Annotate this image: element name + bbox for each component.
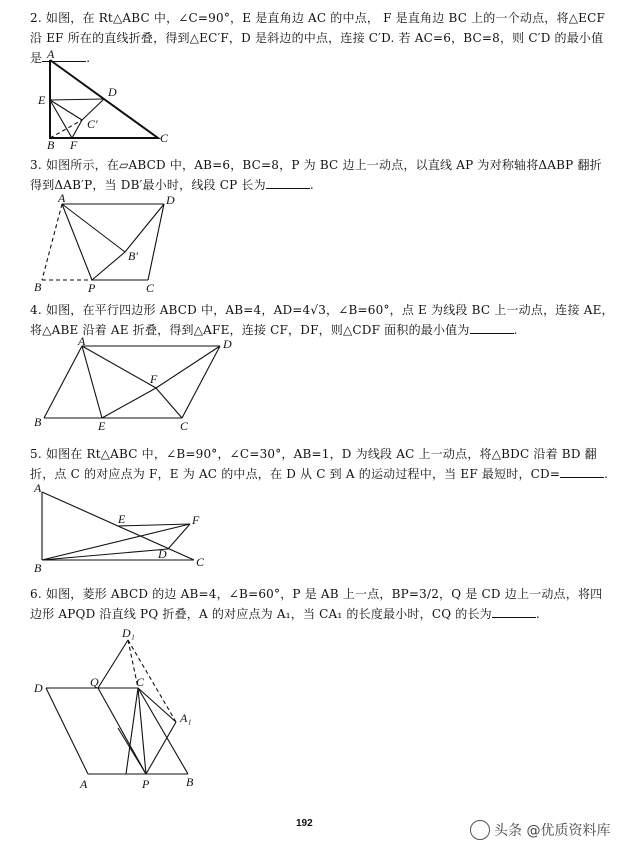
- label-A: A: [34, 481, 42, 495]
- label-Q: Q: [90, 675, 99, 689]
- label-A: A: [58, 191, 66, 205]
- line-df: [168, 524, 190, 549]
- figure-q6: [28, 628, 228, 798]
- label-F: F: [70, 138, 78, 152]
- label-F: F: [192, 513, 200, 527]
- question-number: 5.: [30, 447, 42, 461]
- line-ae: [82, 346, 102, 418]
- label-C1: C′: [87, 117, 98, 131]
- label-A: A: [47, 47, 55, 61]
- label-B: B: [34, 280, 42, 294]
- question-number: 4.: [30, 303, 42, 317]
- label-B: B: [34, 561, 42, 575]
- side-cb: [138, 688, 188, 774]
- line-fd: [156, 346, 220, 388]
- question-text: 如图，在 Rt△ABC 中，∠C=90°，E 是直角边 AC 的中点， F 是直角边 BC 上的一个动点，将△ECF 沿 EF 所在的直线折叠，得到△EC′F，D 是斜边的中点，连接 C′D. 若 AC=6，BC=8，则 C′D 的最小值是: [30, 11, 605, 65]
- side-dc: [148, 204, 164, 280]
- dashed-ab: [42, 204, 62, 280]
- figure-q4: [30, 336, 240, 432]
- label-C: C: [146, 281, 155, 295]
- label-B1: B′: [128, 249, 138, 263]
- label-C: C: [136, 675, 145, 689]
- label-B: B: [34, 415, 42, 429]
- line-e-c1: [50, 100, 82, 120]
- label-F: F: [150, 372, 158, 386]
- line-ef: [102, 388, 156, 418]
- label-D: D: [34, 681, 43, 695]
- answer-blank[interactable]: [560, 465, 604, 478]
- question-number: 2.: [30, 11, 42, 25]
- label-P: P: [142, 777, 150, 791]
- label-C: C: [160, 131, 169, 145]
- page-number: 192: [296, 818, 313, 829]
- question-4: 4. 如图，在平行四边形 ABCD 中，AB=4，AD=4√3，∠B=60°，点 E 为线段 BC 上一动点，连接 AE，将△ABE 沿着 AE 折叠，得到△AFE，连接 CF，DF，则△CDF 面积的最小值为 .: [30, 303, 614, 337]
- label-A: A: [80, 777, 88, 791]
- label-C: C: [196, 555, 205, 569]
- question-text: 如图，菱形 ABCD 的边 AB=4，∠B=60°，P 是 AB 上一点，BP=3/2，Q 是 CD 边上一动点，将四边形 APQD 沿直线 PQ 折叠，A 的对应点为 A₁，当 CA₁ 的长度最小时，CQ 的长为: [30, 587, 603, 621]
- watermark: [470, 820, 610, 840]
- label-D: D: [158, 547, 167, 561]
- line-pa1: [146, 722, 176, 774]
- side-dc: [182, 346, 220, 418]
- segment-ca1: [138, 688, 176, 722]
- figure-q3: [30, 191, 190, 295]
- label-B: B: [47, 138, 55, 152]
- label-E: E: [38, 93, 46, 107]
- watermark-text: 头条 @优质资料库: [494, 823, 611, 839]
- side-ab: [44, 346, 82, 418]
- question-2: 2. 如图，在 Rt△ABC 中，∠C=90°，E 是直角边 AC 的中点， F 是直角边 BC 上的一个动点，将△ECF 沿 EF 所在的直线折叠，得到△EC′F，D 是斜边的中点，连接 C′D. 若 AC=6，BC=8，则 C′D 的最小值是 .: [30, 11, 605, 65]
- answer-blank[interactable]: [266, 176, 310, 189]
- question-6: 6. 如图，菱形 ABCD 的边 AB=4，∠B=60°，P 是 AB 上一点，BP=3/2，Q 是 CD 边上一动点，将四边形 APQD 沿直线 PQ 折叠，A 的对应点为 A₁，当 CA₁ 的长度最小时，CQ 的长为 .: [30, 587, 603, 621]
- fold-line-ef: [50, 100, 72, 138]
- side-da: [46, 688, 88, 774]
- label-D: D: [223, 337, 232, 351]
- line-bd: [42, 549, 168, 560]
- label-P: P: [88, 281, 96, 295]
- toutiao-logo-icon: [470, 820, 490, 840]
- answer-blank[interactable]: [470, 321, 514, 334]
- line-b1d: [125, 204, 164, 252]
- question-5: 5. 如图在 Rt△ABC 中，∠B=90°，∠C=30°，AB=1，D 为线段 AC 上一动点，将△BDC 沿着 BD 翻折，点 C 的对应点为 F，E 为 AC 的中点，在 D 从 C 到 A 的运动过程中，当 EF 最短时，CD= .: [30, 447, 609, 481]
- line-qd1: [98, 640, 128, 688]
- label-E: E: [118, 512, 126, 526]
- question-text: 如图所示，在▱ABCD 中，AB=6，BC=8，P 为 BC 边上一动点，以直线 AP 为对称轴将ΔABP 翻折得到ΔAB′P，当 DB′最小时，线段 CP 长为: [30, 158, 602, 192]
- label-C: C: [180, 419, 189, 433]
- line-fc: [156, 388, 182, 418]
- label-A: A: [78, 334, 86, 348]
- question-text: 如图，在平行四边形 ABCD 中，AB=4，AD=4√3，∠B=60°，点 E 为线段 BC 上一动点，连接 AE，将△ABE 沿着 AE 折叠，得到△AFE，连接 CF，DF，则△CDF 面积的最小值为: [30, 303, 614, 337]
- label-D: D: [108, 85, 117, 99]
- line-bf: [42, 524, 190, 560]
- figure-q5: [30, 480, 230, 576]
- label-D: D: [166, 193, 175, 207]
- line-af: [82, 346, 156, 388]
- question-number: 6.: [30, 587, 42, 601]
- figure-q2: [30, 47, 180, 152]
- question-number: 3.: [30, 158, 42, 172]
- line-pb1: [92, 252, 125, 280]
- segment-ef: [118, 524, 190, 526]
- question-3: 3. 如图所示，在▱ABCD 中，AB=6，BC=8，P 为 BC 边上一动点，以直线 AP 为对称轴将ΔABP 翻折得到ΔAB′P，当 DB′最小时，线段 CP 长为 .: [30, 158, 602, 192]
- line-e-d: [50, 99, 104, 100]
- fold-ray-2: [126, 688, 138, 774]
- question-text: 如图在 Rt△ABC 中，∠B=90°，∠C=30°，AB=1，D 为线段 AC 上一动点，将△BDC 沿着 BD 翻折，点 C 的对应点为 F，E 为 AC 的中点，在 D 从 C 到 A 的运动过程中，当 EF 最短时，CD=: [30, 447, 597, 481]
- answer-blank[interactable]: [492, 605, 536, 618]
- label-E: E: [98, 419, 106, 433]
- label-A1: A₁: [180, 711, 192, 725]
- label-D1: D₁: [122, 626, 135, 640]
- label-B: B: [186, 775, 194, 789]
